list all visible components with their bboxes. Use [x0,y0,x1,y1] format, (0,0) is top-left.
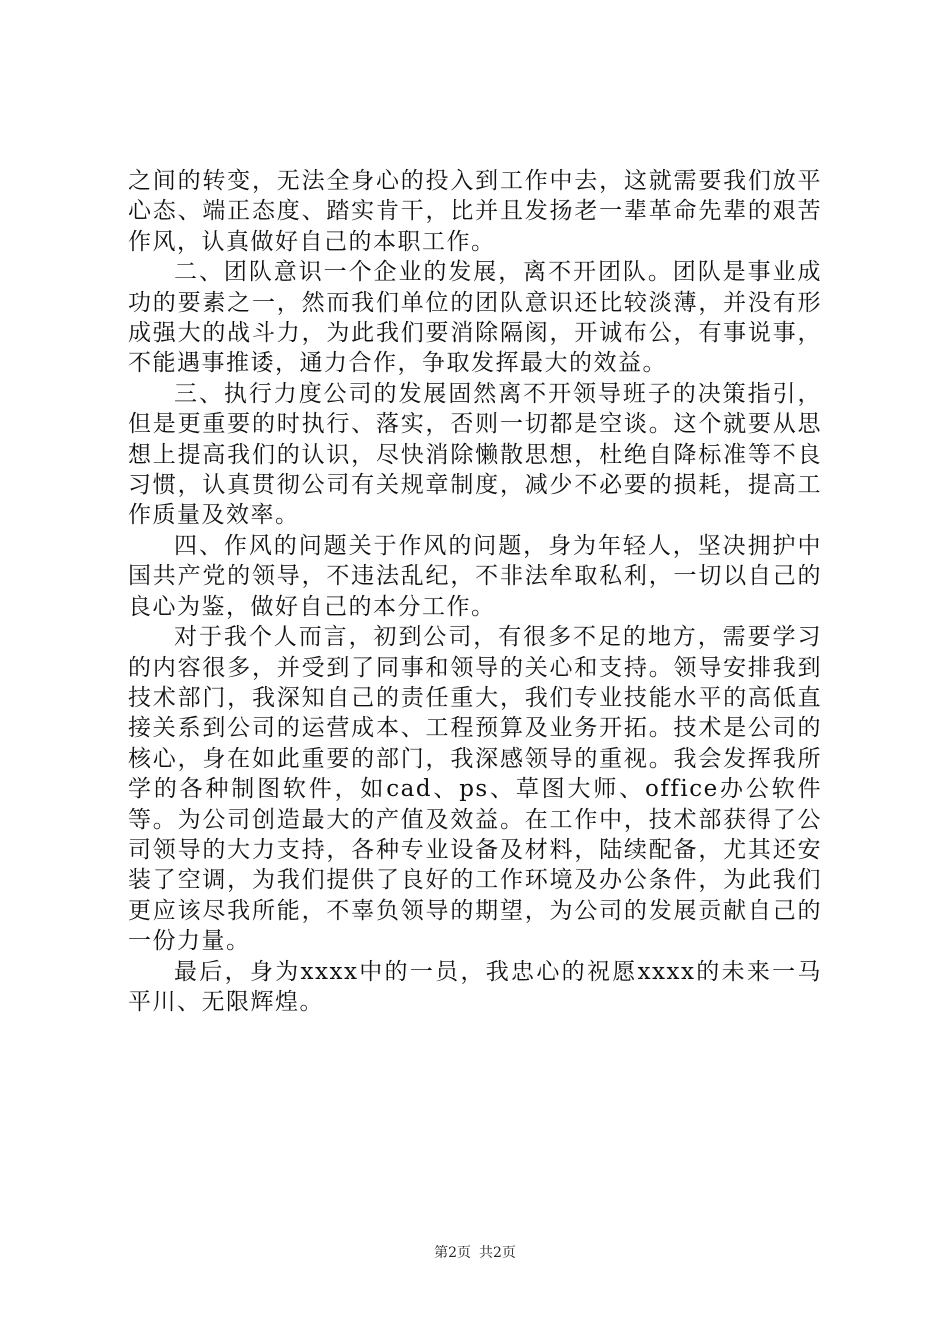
paragraph-personal: 对于我个人而言，初到公司，有很多不足的地方，需要学习的内容很多，并受到了同事和领导的关心和支持。领导安排我到技术部门，我深知自己的责任重大，我们专业技能水平的高低直接关系到公司的运营成本、工程预算及业务开拓。技术是公司的核心，身在如此重要的部门，我深感领导的重视。我会发挥我所学的各种制图软件，如cad、ps、草图大师、office办公软件等。为公司创造最大的产值及效益。在工作中，技术部获得了公司领导的大力支持，各种专业设备及材料，陆续配备，尤其还安装了空调，为我们提供了良好的工作环境及办公条件，为此我们更应该尽我所能，不辜负领导的期望，为公司的发展贡献自己的一份力量。 [128,624,822,955]
paragraph-execution: 三、执行力度公司的发展固然离不开领导班子的决策指引，但是更重要的时执行、落实，否则一切都是空谈。这个就要从思想上提高我们的认识，尽快消除懒散思想，杜绝自降标准等不良习惯，认真贯彻公司有关规章制度，减少不必要的损耗，提高工作质量及效率。 [128,380,822,529]
paragraph-team-awareness: 二、团队意识一个企业的发展，离不开团队。团队是事业成功的要素之一，然而我们单位的团队意识还比较淡薄，并没有形成强大的战斗力，为此我们要消除隔阂，开诚布公，有事说事，不能遇事推诿，通力合作，争取发挥最大的效益。 [128,259,822,377]
page-total: 共2页 [479,1245,516,1261]
paragraph-work-style: 四、作风的问题关于作风的问题，身为年轻人，坚决拥护中国共产党的领导，不违法乱纪，不非法牟取私利，一切以自己的良心为鉴，做好自己的本分工作。 [128,532,822,620]
page-number: 第2页 [434,1245,471,1261]
paragraph-continuation: 之间的转变，无法全身心的投入到工作中去，这就需要我们放平心态、端正态度、踏实肯干，比并且发扬老一辈革命先辈的艰苦作风，认真做好自己的本职工作。 [128,168,822,255]
page-footer [0,1244,950,1262]
document-body [128,166,822,1017]
paragraph-closing: 最后，身为xxxx中的一员，我忠心的祝愿xxxx的未来一马平川、无限辉煌。 [128,958,822,1015]
